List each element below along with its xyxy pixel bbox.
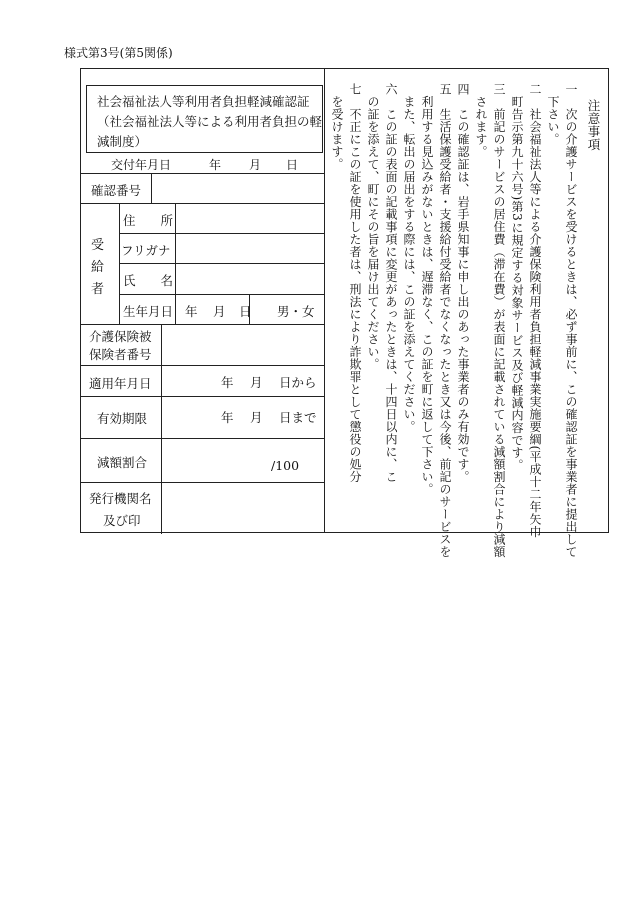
apply-date-label: 適用年月日 <box>89 376 152 391</box>
note-line: 一 次の介護サービスを受けるときは、必ず事前に、この確認証を事業者に提出して <box>564 83 578 558</box>
reduction-rate-label: 減額割合 <box>97 455 148 470</box>
note-line: 三 前記のサービスの居住費（滞在費）が表面に記載されている減額割合により減額 <box>492 83 506 558</box>
note-line: 四 この確認証は、岩手県知事に申し出のあった事業者のみ有効です。 <box>456 83 470 483</box>
issuer-label-1: 発行機関名 <box>89 491 152 506</box>
title-line-2: （社会福祉法人等による利用者負担の軽 <box>97 114 323 129</box>
row-divider <box>81 396 325 397</box>
issuer-label-2: 及び印 <box>103 513 141 528</box>
valid-period-value: 年 月 日まで <box>221 410 317 425</box>
issue-day: 日 <box>286 158 299 172</box>
note-line: 五 生活保護受給者・支援給付受給者でなくなったとき又は今後、前記のサービスを <box>438 83 452 558</box>
note-line: 下さい。 <box>546 83 560 146</box>
note-line: されます。 <box>474 83 488 158</box>
col-divider <box>161 324 162 534</box>
note-line: また、転出の届出をする際には、この証を添えてください。 <box>402 83 416 433</box>
birth-day: 日 <box>239 304 252 319</box>
note-line: 利用する見込みがないときは、遅滞なく、この証を町に返して下さい。 <box>420 83 434 496</box>
certificate-form <box>80 68 609 558</box>
row-divider <box>119 294 325 295</box>
birth-year: 年 <box>185 304 198 319</box>
title-line-3: 減制度） <box>97 134 148 149</box>
issue-year: 年 <box>209 158 222 172</box>
furigana-label: フリガナ <box>121 243 171 258</box>
note-line: を受けます。 <box>330 83 344 171</box>
birth-month: 月 <box>213 304 226 319</box>
row-divider <box>81 324 325 325</box>
title-line-1: 社会福祉法人等利用者負担軽減確認証 <box>97 94 310 109</box>
col-divider <box>119 203 120 324</box>
insured-number-label-2: 保険者番号 <box>89 347 152 362</box>
issue-month: 月 <box>249 158 262 172</box>
valid-period-label: 有効期限 <box>97 411 148 426</box>
certificate-face <box>81 69 325 532</box>
row-divider <box>81 438 325 439</box>
gender-options: 男・女 <box>277 304 315 319</box>
note-line: 七 不正にこの証を使用した者は、刑法により詐欺罪として懲役の処分 <box>348 83 362 483</box>
row-divider <box>81 203 325 204</box>
row-divider <box>119 263 325 264</box>
row-divider <box>81 365 325 366</box>
issue-date-row <box>81 153 325 174</box>
note-line: 二 社会福祉法人等による介護保険利用者負担軽減事業実施要綱(平成十二年矢巾 <box>528 83 542 539</box>
certificate-title <box>86 85 323 153</box>
note-line: の証を添えて、町にその旨を届け出てください。 <box>366 83 380 371</box>
recipient-label: 受給者 <box>91 238 105 297</box>
address-label: 住 所 <box>123 213 174 228</box>
row-divider <box>119 233 325 234</box>
confirm-number-label: 確認番号 <box>91 183 142 198</box>
col-divider <box>151 174 152 203</box>
note-line: 町告示第九十六号)第3に規定する対象サービス及び軽減内容です。 <box>510 83 524 472</box>
form-number-label: 様式第3号(第5関係) <box>64 46 173 60</box>
issue-date-label: 交付年月日 <box>111 158 172 172</box>
name-label: 氏 名 <box>123 273 174 288</box>
notes-heading: 注意事項 <box>586 99 601 151</box>
insured-number-label-1: 介護保険被 <box>89 329 152 344</box>
row-divider <box>81 482 325 483</box>
col-divider <box>175 203 176 324</box>
note-line: 六 この証の表面の記載事項に変更があったときは、十四日以内に、こ <box>384 83 398 483</box>
birthdate-label: 生年月日 <box>123 304 174 319</box>
reduction-rate-value: /100 <box>271 458 300 473</box>
apply-date-value: 年 月 日から <box>221 375 317 390</box>
notes-panel <box>325 69 608 558</box>
